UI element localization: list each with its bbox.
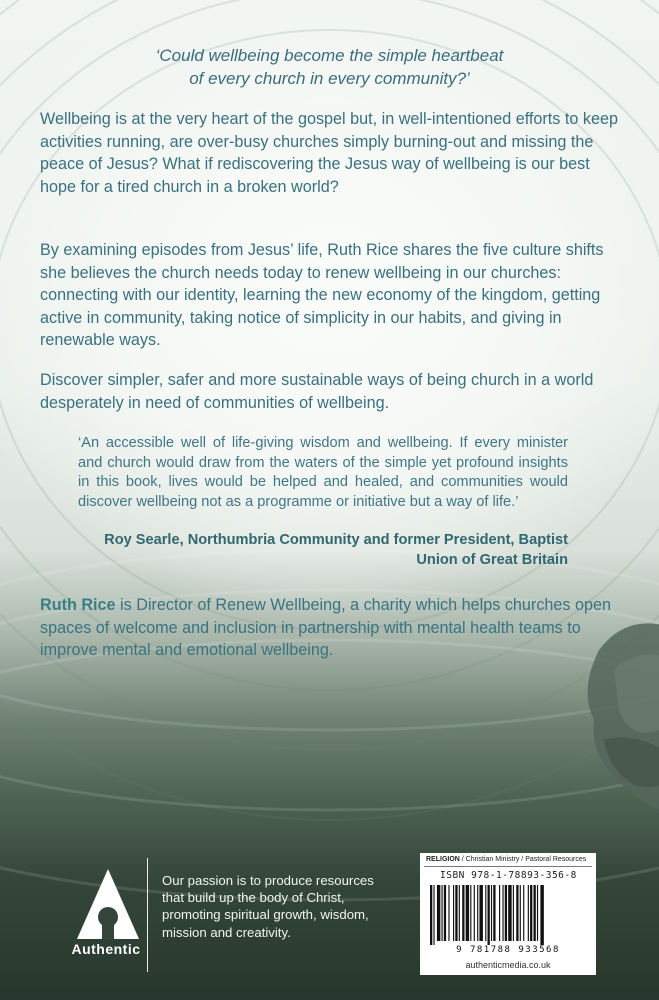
barcode-bar [528,885,529,941]
barcode-bar [516,885,518,941]
barcode-bar [485,885,486,941]
barcode-rule [424,866,592,867]
tagline-line-1: ‘Could wellbeing become the simple heartbeat [155,46,504,65]
attribution-line-2: Union of Great Britain [416,552,568,568]
barcode-bar [505,885,507,941]
barcode-bar [540,885,543,945]
barcode-bar [433,885,434,945]
barcode-bar [530,885,532,941]
barcode-bar [534,885,536,941]
barcode-bar [537,885,538,941]
barcode-bar [459,885,460,941]
barcode-bar [430,885,432,945]
barcode-bar [523,885,524,941]
barcode-bar [442,885,443,941]
barcode-bar [479,885,482,941]
author-bio-text: is Director of Renew Wellbeing, a charity which helps churches open spaces of welcome and inclusion in partnership with mental health teams to improve mental and emotional wellbeing. [40,596,612,660]
publisher-url: authenticmedia.co.uk [465,960,551,970]
category-rest: / Christian Ministry / Pastoral Resources [459,856,587,863]
barcode-category [426,856,586,863]
endorsement-quote: ‘An accessible well of life-giving wisdom and wellbeing. If every minister and church would draw from the waters of the simple yet profound insights in this book, lives would be helped and healed, and communities would discover wellbeing not as a programme or initiative but a way of life.’ [78,435,568,511]
barcode-bar [462,885,464,941]
publisher-mission: Our passion is to produce resources that build up the body of Christ, promoting spiritual growth, wisdom, mission and creativity. [162,873,374,940]
tagline [0,44,659,90]
barcode-bars [428,885,588,945]
barcode-bar [470,885,471,941]
barcode-bar [474,885,475,941]
barcode-bar [448,885,449,941]
barcode-bar [499,885,500,941]
description-paragraph-1: Wellbeing is at the very heart of the gospel but, in well-intentioned efforts to keep activities running, are over-busy churches simply burning-out and missing the peace of Jesus? What if rediscovering the Jesus way of wellbeing is our best hope for a tired church in a broken world? [40,110,618,196]
description-paragraph-2: By examining episodes from Jesus’ life, Ruth Rice shares the five culture shifts she believes the church needs today to renew wellbeing in our churches: connecting with our identity, learning the new economy of the kingdom, getting active in community, taking notice of simplicity in our habits, and giving in renewable ways. [40,241,604,350]
barcode-bar [502,885,503,941]
author-name: Ruth Rice [40,596,116,614]
publisher-divider [147,858,148,972]
barcode-digits: 9 781788 933568 [456,945,560,955]
barcode-bar [488,885,490,945]
barcode-panel [420,853,596,975]
barcode-bar [491,885,492,941]
barcode-bar [444,885,446,941]
barcode-bar [455,885,457,941]
tagline-line-2: of every church in every community?’ [189,69,470,88]
author-bio [40,594,620,662]
barcode-bar [508,885,511,941]
isbn-text: ISBN 978-1-78893-356-8 [440,870,577,881]
barcode-bar [520,885,521,941]
barcode-bar [513,885,514,941]
barcode-bar [477,885,478,941]
publisher-logo-text: Authentic [71,941,141,957]
endorsement-attribution [78,530,568,570]
attribution-line-1: Roy Searle, Northumbria Community and former President, Baptist [104,532,568,548]
barcode-bar [437,885,440,941]
description-paragraph-3: Discover simpler, safer and more sustainable ways of being church in a world desperately in need of communities of wellbeing. [40,371,594,412]
category-bold: RELIGION [426,856,460,863]
barcode-bar [493,885,495,941]
barcode-bar [466,885,469,941]
barcode-bar [453,885,454,941]
